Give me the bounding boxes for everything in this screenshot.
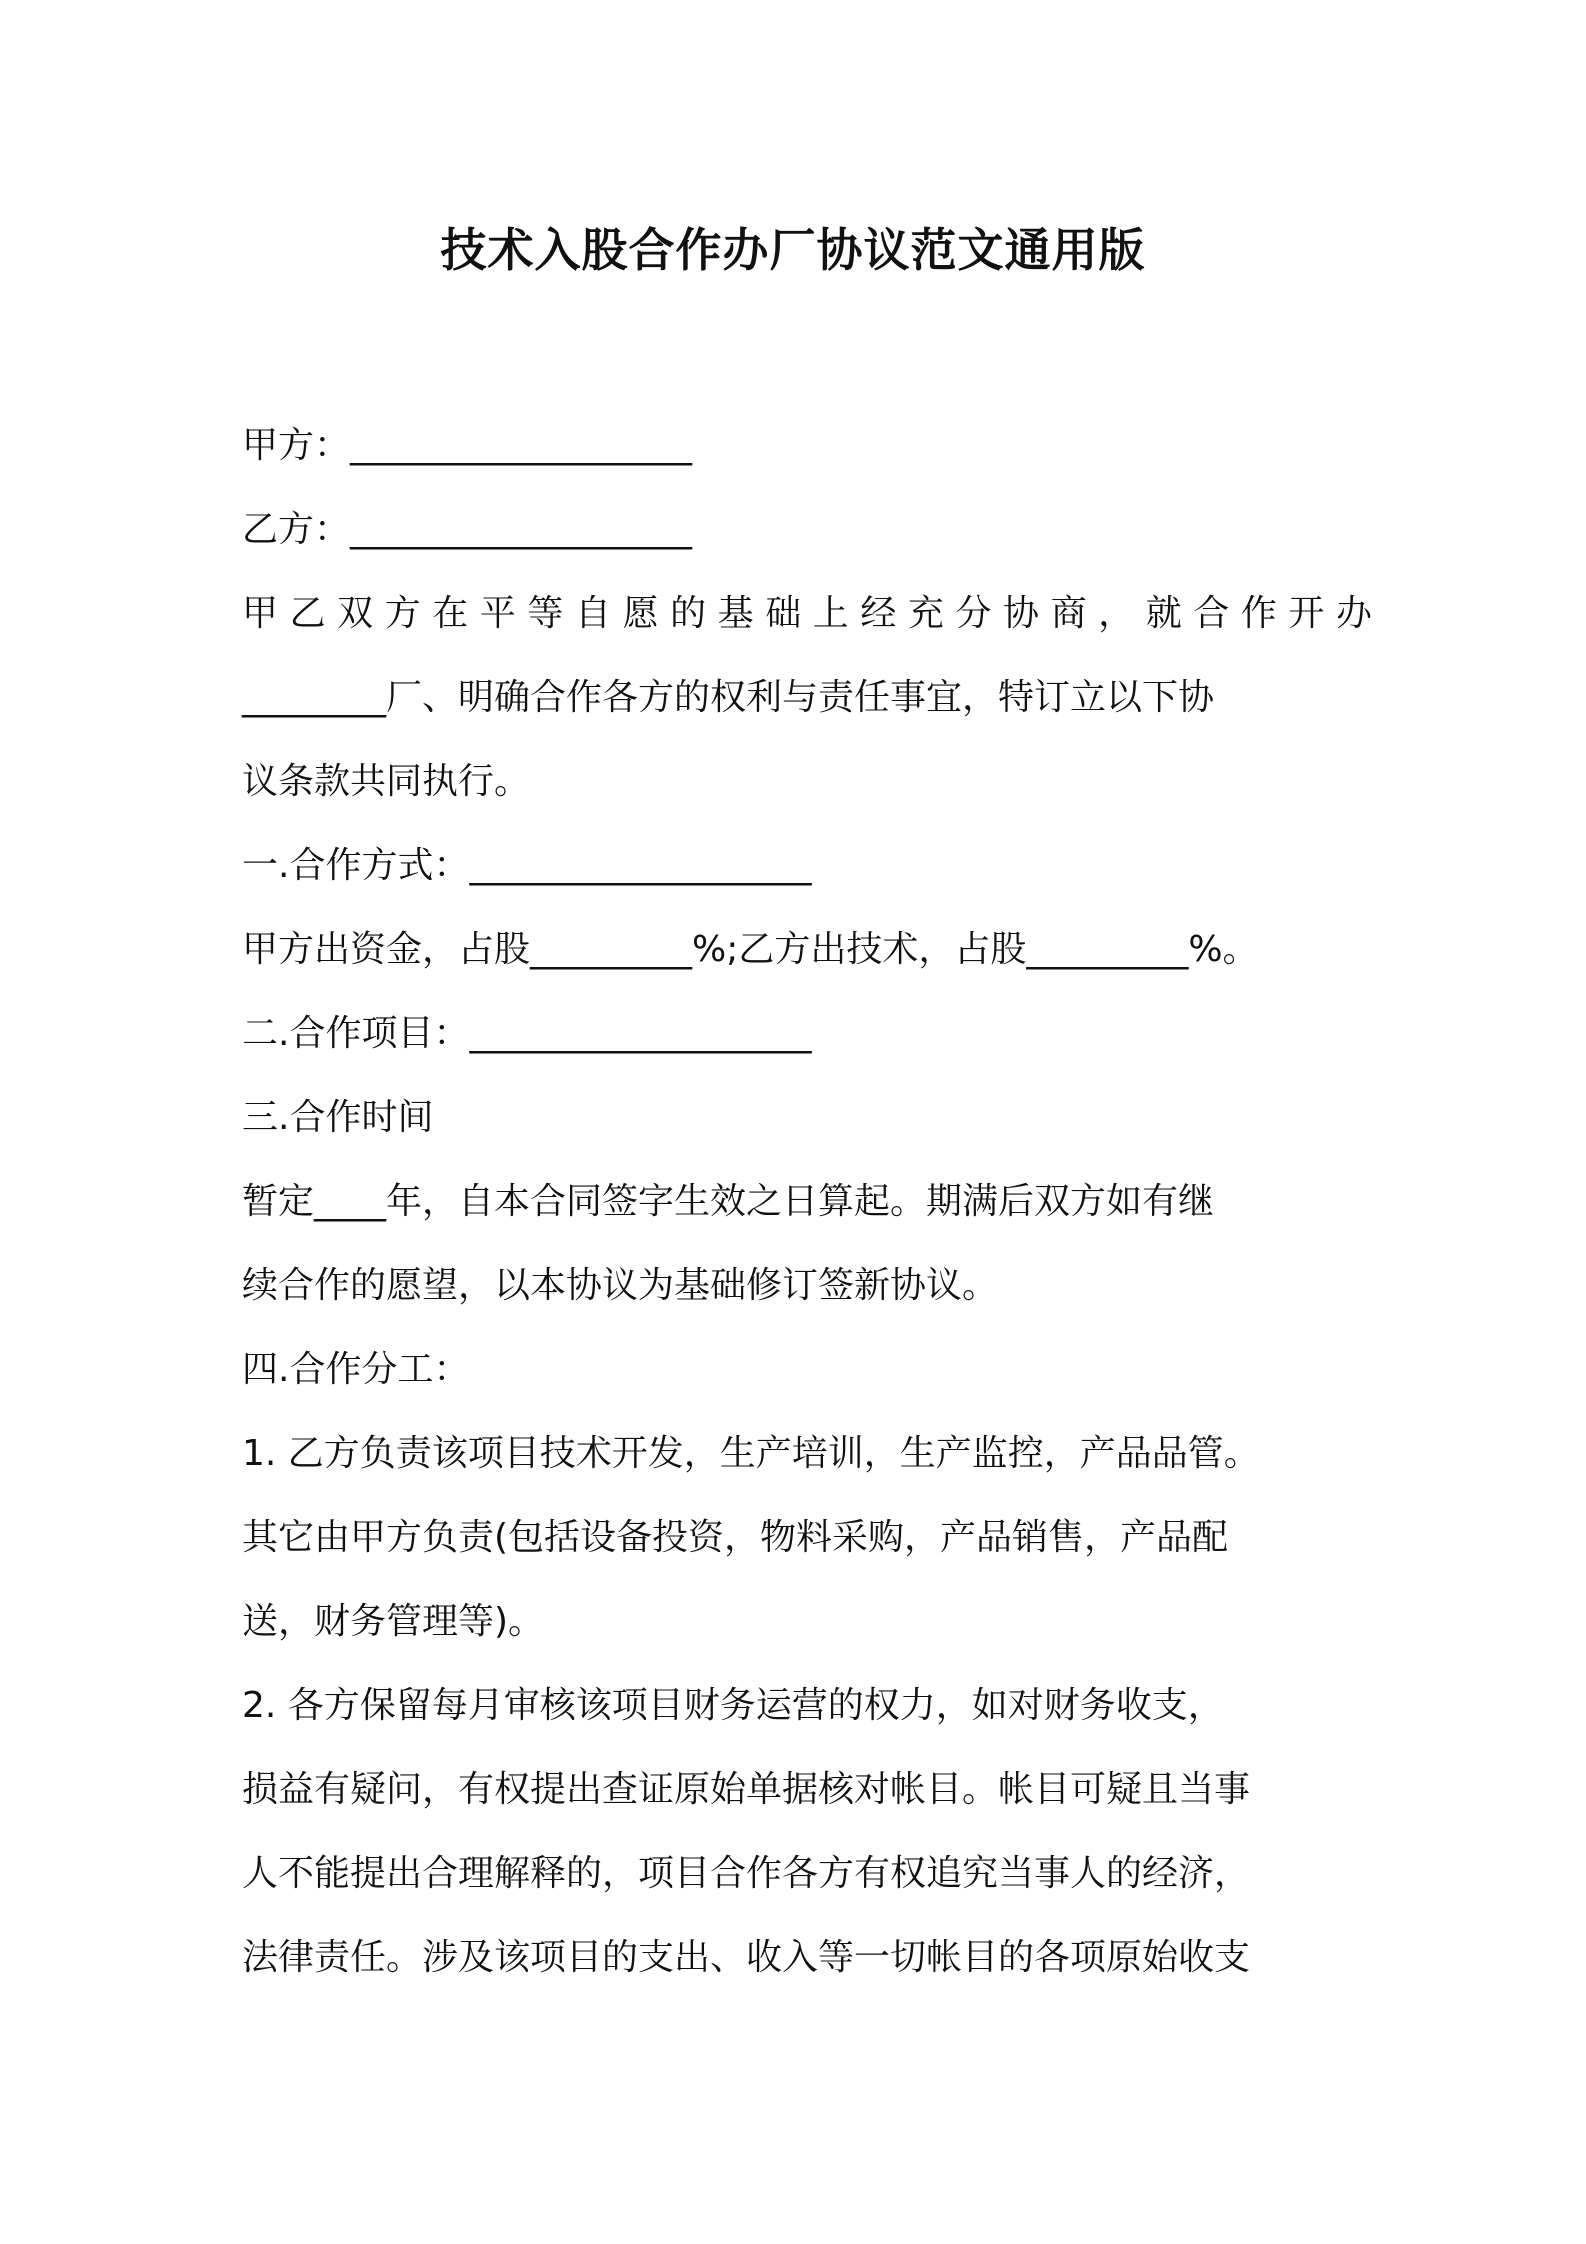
party-a-line: 甲方：___________________ bbox=[242, 425, 693, 466]
paragraph-line: 其它由甲方负责(包括设备投资，物料采购，产品销售，产品配 bbox=[242, 1517, 1229, 1558]
section-heading: 四.合作分工： bbox=[242, 1349, 470, 1390]
section-heading: 一.合作方式：___________________ bbox=[242, 845, 812, 886]
section-heading: 三.合作时间 bbox=[242, 1097, 434, 1138]
paragraph-line: 续合作的愿望，以本协议为基础修订签新协议。 bbox=[242, 1265, 999, 1306]
paragraph-line: 2. 各方保留每月审核该项目财务运营的权力，如对财务收支， bbox=[242, 1685, 1224, 1726]
paragraph-line: 损益有疑问，有权提出查证原始单据核对帐目。帐目可疑且当事 bbox=[242, 1769, 1251, 1810]
preamble-line: ________厂、明确合作各方的权利与责任事宜，特订立以下协 bbox=[242, 677, 1215, 718]
paragraph-line: 甲方出资金，占股_________%;乙方出技术，占股_________%。 bbox=[242, 929, 1259, 970]
preamble-line: 甲乙双方在平等自愿的基础上经充分协商，就合作开办 bbox=[242, 593, 1372, 634]
preamble-line: 议条款共同执行。 bbox=[242, 761, 531, 802]
section-heading: 二.合作项目：___________________ bbox=[242, 1013, 812, 1054]
party-b-line: 乙方：___________________ bbox=[242, 509, 693, 550]
paragraph-line: 送，财务管理等)。 bbox=[242, 1601, 545, 1642]
paragraph-line: 人不能提出合理解释的，项目合作各方有权追究当事人的经济， bbox=[242, 1853, 1251, 1894]
paragraph-line: 法律责任。涉及该项目的支出、收入等一切帐目的各项原始收支 bbox=[242, 1937, 1251, 1978]
paragraph-line: 1. 乙方负责该项目技术开发，生产培训，生产监控，产品品管。 bbox=[242, 1433, 1260, 1474]
paragraph-line: 暂定____年，自本合同签字生效之日算起。期满后双方如有继 bbox=[242, 1181, 1215, 1222]
document-title: 技术入股合作办厂协议范文通用版 bbox=[440, 223, 1146, 277]
document-body bbox=[242, 404, 1372, 2000]
